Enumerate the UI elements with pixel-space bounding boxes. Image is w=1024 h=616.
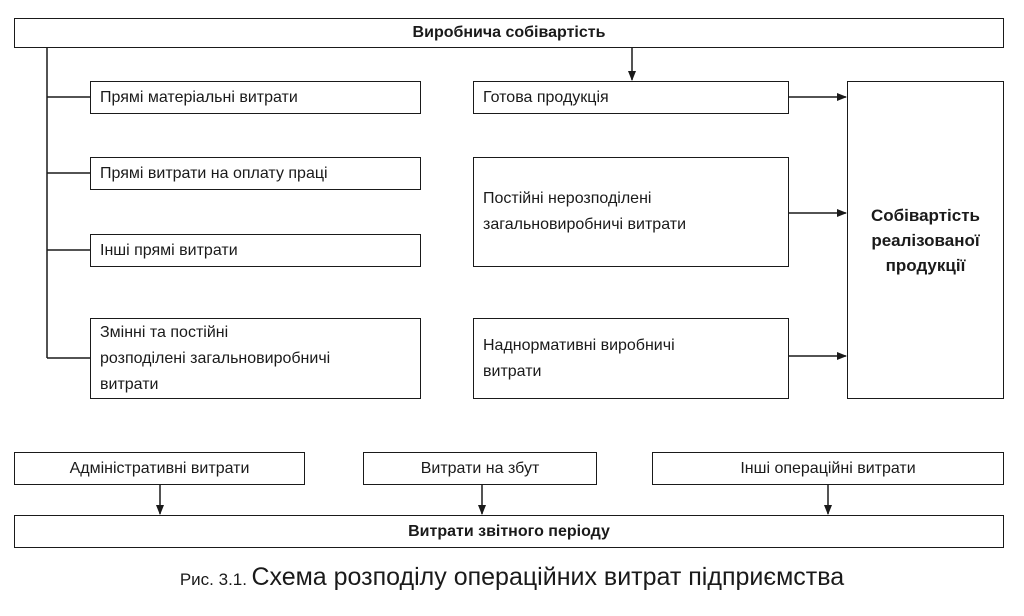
fixed-unallocated-label: Постійні нерозподілені загальновиробничі витрати xyxy=(483,190,687,233)
finished-goods-box xyxy=(473,81,789,114)
admin-costs-label: Адміністративні витрати xyxy=(69,459,250,477)
above-normal-label: Наднормативні виробничі витрати xyxy=(483,336,675,380)
other-direct-box xyxy=(90,234,421,267)
finished-goods-label: Готова продукція xyxy=(483,88,609,106)
period-costs-box xyxy=(14,515,1004,548)
production-cost-label: Виробнича собівартість xyxy=(412,24,606,41)
fixed-unallocated-box xyxy=(473,157,789,267)
figure-caption xyxy=(0,563,1024,592)
cost-of-sales-label: Собівартість реалізованої продукції xyxy=(870,205,980,275)
admin-costs-box xyxy=(14,452,305,485)
direct-labor-box xyxy=(90,157,421,190)
other-direct-label: Інші прямі витрати xyxy=(100,241,238,259)
period-costs-label: Витрати звітного періоду xyxy=(408,522,610,540)
caption-text: Схема розподілу операційних витрат підприємства xyxy=(251,563,845,591)
selling-costs-label: Витрати на збут xyxy=(420,459,540,477)
above-normal-box xyxy=(473,318,789,399)
cost-of-sales-box xyxy=(847,81,1004,399)
selling-costs-box xyxy=(363,452,597,485)
direct-materials-label: Прямі матеріальні витрати xyxy=(100,88,298,106)
overhead-allocated-box xyxy=(90,318,421,399)
overhead-allocated-label: Змінні та постійні розподілені загальновиробничі витрати xyxy=(100,323,331,393)
caption-number: Рис. 3.1. xyxy=(179,570,247,589)
direct-labor-label: Прямі витрати на оплату праці xyxy=(100,164,328,182)
production-cost-box xyxy=(14,18,1004,48)
direct-materials-box xyxy=(90,81,421,114)
other-operating-box xyxy=(652,452,1004,485)
other-operating-label: Інші операційні витрати xyxy=(740,459,916,477)
